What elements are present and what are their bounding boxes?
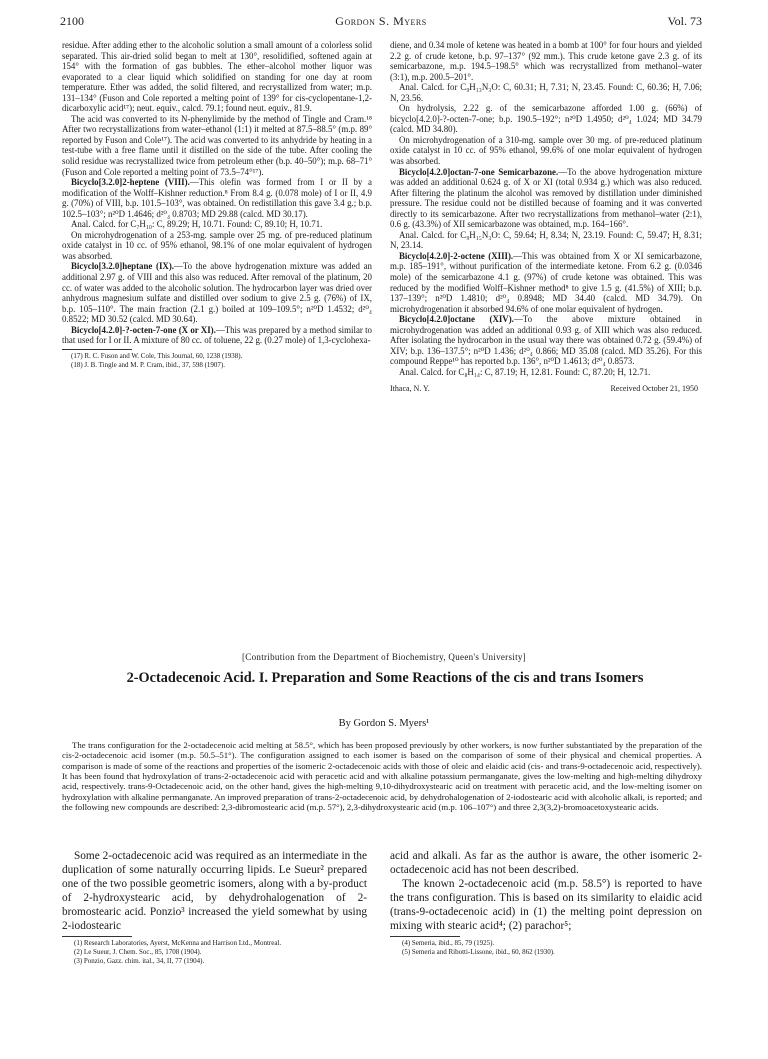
- paragraph-text: —To the above hydrogenation mixture was added an additional 2.97 g. of VIII and this also was reduced. After removal of the platinum, 20 cc. of water was added to the alcoholic solution. The hydrocarbon layer was dried over anhydrous magnesium sulfate and distilled over sodium to give 2.5 g. (76%) of IX, b.p. 105–110°. The main fraction (2.1 g.) boiled at 109–109.5°; n²⁰D 1.4532; d²⁰₄ 0.8522; MD 30.52 (calcd. MD 30.64).: [62, 261, 372, 325]
- running-header: [60, 14, 702, 30]
- analysis-line: Anal. Calcd. for C₉H₁₃N₃O: C, 60.31; H, 7.31; N, 23.45. Found: C, 60.36; H, 7.06; N, 23.56.: [390, 82, 702, 103]
- received-line: [390, 384, 702, 395]
- analysis-line: Anal. Calcd. for C₉H₁₅N₃O: C, 59.64; H, 8.34; N, 23.19. Found: C, 59.47; H, 8.31; N, 23.14.: [390, 229, 702, 251]
- paragraph: The known 2-octadecenoic acid (m.p. 58.5°) is reported to have the trans configuration. This is based on its similarity to elaidic acid (trans-9-octadecenoic acid) in (1) the melting point depression on mixing with stearic acid⁴; (2) parachor⁵;: [390, 877, 702, 932]
- paragraph-text: —This was prepared by a method similar to that used for I or II. A mixture of 80 cc. of toluene, 22 g. (0.27 mole) of 1,3-cyclohexa-: [62, 324, 372, 346]
- paragraph-text: —This olefin was formed from I or II by a modification of the Wolff–Kishner reduction.⁸ From 8.4 g. (0.078 mole) of I or II, 4.9 g. (70%) of VIII, b.p. 101.5–103°, was obtained. On redistillation this gave 3.4 g.; b.p. 102.5–103°; n²⁰D 1.4646; d²⁰₄ 0.8703; MD 29.88 (calcd. MD 30.17).: [62, 177, 372, 219]
- contribution-line: [Contribution from the Department of Biochemistry, Queen's University]: [242, 652, 526, 662]
- paragraph: Some 2-octadecenoic acid was required as an intermediate in the duplication of some naturally occurring lipids. Le Sueur² prepared one of the two possible geometric isomers, along with a by-product of 2-hydroxystearic acid, by dehydrohalogenation of 2-bromostearic acid. Ponzio³ increased the yield somewhat by using 2-iodostearic: [62, 850, 367, 932]
- paragraph: [62, 177, 372, 219]
- footnote: (1) Research Laboratories, Ayerst, McKenna and Harrison Ltd., Montreal.: [74, 939, 282, 948]
- paragraph: diene, and 0.34 mole of ketene was heated in a bomb at 100° for four hours and yielded 2.2 g. of crude ketone, b.p. 97–137° (92 mm.). This crude ketone gave 2.3 g. of its semicarbazone, m.p. 194.5–198.5° which was recrystallized from methanol–water (3:1), m.p. 200.5–201°.: [390, 40, 702, 82]
- paragraph: On microhydrogenation of a 253-mg. sample over 25 mg. of pre-reduced platinum oxide catalyst in 10 cc. of 95% ethanol, 98.1% of one molar equivalent of hydrogen was absorbed.: [62, 229, 372, 261]
- paragraph-text: —To the above mixture obtained in microhydrogenation was added an additional 0.93 g. of XIII which was also reduced. After isolating the hydrocarbon in the usual way there was obtained 0.72 g. (59.4%) of XIV; b.p. 136–137.5°; n²⁰D 1.436; d²⁰₄ 0.866; MD 35.08 (calcd. MD 35.26). For this compound Reppe¹⁰ has reported b.p. 136°, n²⁰D 1.4613; d²⁰₄ 0.8573.: [390, 314, 702, 367]
- footnote: (5) Semeria and Ribotti-Lissone, ibid., 60, 862 (1930).: [402, 948, 555, 957]
- footnote: (3) Ponzio, Gazz. chim. ital., 34, II, 77 (1904).: [74, 957, 205, 966]
- compound-heading: Bicyclo[3.2.0]2-heptene (VIII).: [71, 177, 190, 188]
- compound-heading: Bicyclo[4.2.0]octan-7-one Semicarbazone.: [399, 166, 559, 177]
- paragraph: On microhydrogenation of a 310-mg. sample over 30 mg. of pre-reduced platinum oxide catalyst in 10 cc. of 95% ethanol, 99.6% of one molar equivalent of hydrogen was absorbed.: [390, 134, 702, 167]
- paragraph: [390, 251, 702, 314]
- body-left-column: [62, 850, 367, 966]
- footnote-divider: [390, 936, 460, 937]
- paragraph: [390, 167, 702, 230]
- compound-heading: Bicyclo[4.2.0]-?-octen-7-one (X or XI).: [71, 324, 216, 335]
- running-author: Gordon S. Myers: [335, 14, 427, 28]
- footnote-divider: [62, 349, 132, 350]
- paragraph: [390, 314, 702, 367]
- compound-heading: Bicyclo[4.2.0]-2-octene (XIII).: [399, 250, 514, 261]
- article-title: 2-Octadecenoic Acid. I. Preparation and Some Reactions of the cis and trans Isomers: [126, 670, 644, 686]
- footnote-divider: [62, 936, 132, 937]
- paragraph-text: —To the above hydrogenation mixture was added an additional 0.624 g. of X or XI (total 0.934 g.) which was also reduced. After filtering the platinum the alcohol was removed by distillation under diminished pressure. The residue could not be distilled because of foaming and it was converted directly to its semicarbazone. After two recrystallizations from methanol–water (2:1), 0.6 g. (43.3%) of XII semicarbazone was obtained, m.p. 164–166°.: [390, 166, 702, 230]
- experimental-left-column: [62, 40, 372, 370]
- compound-heading: Bicyclo[3.2.0]heptane (IX).: [71, 261, 174, 272]
- abstract: The trans configuration for the 2-octadecenoic acid melting at 58.5°, which has been proposed previously by other workers, is now further substantiated by the preparation of the cis-2-octadecenoic acid isomer (m.p. 50.5–51°). The configuration assigned to each isomer is based on the comparison of some of their physical and chemical properties. A comparison is made of some of the reactions and properties of the isomeric 2-octadecenoic acids with those of oleic and elaidic acid (cis- and trans-9-octadecenoic acid, respectively). It has been found that hydroxylation of trans-2-octadecenoic acid with peracetic acid and with alkaline potassium permanganate, gives the low-melting and high-melting dihydroxy acid, respectively. trans-9-Octadecenoic acid, on the other hand, gives the high-melting 9,10-dihydroxystearic acid on treatment with peracetic acid, and the low-melting isomer on hydroxylation with alkaline permanganate. An improved preparation of trans-2-octadecenoic acid, by dehydrohalogenation of 2-iodostearic acid with alcoholic alkali, is reported; and the following new compounds are described: 2,3-dibromostearic acid (m.p. 57°), 2,3-dihydroxystearic acid (m.p. 106–107°) and three 2,3(3,2)-bromoacetoxystearic acids.: [62, 740, 702, 813]
- place: Ithaca, N. Y.: [390, 383, 430, 393]
- page-number: 2100: [60, 14, 84, 28]
- body-right-column: [390, 850, 702, 957]
- compound-heading: Bicyclo[4.2.0]octane (XIV).: [399, 314, 514, 325]
- byline: By Gordon S. Myers¹: [338, 718, 430, 729]
- analysis-line: Anal. Calcd. for C₈H₁₄: C, 87.19; H, 12.81. Found: C, 87.20; H, 12.71.: [399, 366, 651, 377]
- footnote: (18) J. B. Tingle and M. P. Cram, ibid., 37, 598 (1907).: [71, 360, 226, 369]
- paragraph: residue. After adding ether to the alcoholic solution a small amount of a colorless solid separated. This air-dried solid began to melt at 130°, resolidified, softened again at 154° with the formation of gas bubbles. The ether–alcohol mother liquor was evaporated to a clear liquid which solidified on standing for one day at room temperature. Ether was added, the solid filtered, and recrystallized from water; m.p. 131–134° (Fuson and Cole reported a melting point of 139° for cis-cyclopentane-1,2-dicarboxylic acid¹⁷); neut. equiv., calcd. 79.1; found neut. equiv., 81.9.: [62, 40, 372, 114]
- paragraph: [62, 261, 372, 324]
- footnote: (17) R. C. Fuson and W. Cole, This Journal, 60, 1238 (1938).: [71, 351, 243, 360]
- paragraph: [62, 325, 372, 346]
- paragraph-text: —This was obtained from X or XI semicarbazone, m.p. 185–191°, without purification of the intermediate ketone. From 6.2 g. (0.0346 mole) of the semicarbazone 4.1 g. (97%) of crude ketone was obtained. This was reduced by the modified Wolff–Kishner method⁸ to give 1.5 g. (41.5%) of XIII; b.p. 137–139°; n²⁰D 1.4810; d²⁰₄ 0.8948; MD 34.40 (calcd. MD 34.79). On microhydrogenation it absorbed 94.6% of one molar equivalent of hydrogen.: [390, 250, 702, 314]
- received-date: Received October 21, 1950: [610, 383, 698, 393]
- volume-number: Vol. 73: [667, 14, 702, 28]
- paragraph: acid and alkali. As far as the author is aware, the other isomeric 2-octadecenoic acid has not been described.: [390, 850, 702, 876]
- footnote: (2) Le Sueur, J. Chem. Soc., 85, 1708 (1904).: [74, 948, 202, 957]
- experimental-right-column: [390, 40, 702, 394]
- paragraph: The acid was converted to its N-phenylimide by the method of Tingle and Cram.¹⁸ After two recrystallizations from water–ethanol (1:1) it melted at 87.5–88.5° (m.p. 89° reported by Fuson and Cole¹⁷). The acid was converted to its anhydride by heating in a test-tube with a free flame until it distilled on the side of the tube. After cooling the solid residue was recrystallized twice from petroleum ether (b.p. 40–50°); m.p. 68–71° (Fuson and Cole reported a melting point of 73.5–74°¹⁷).: [62, 113, 372, 177]
- footnote: (4) Semeria, ibid., 85, 79 (1925).: [402, 939, 495, 948]
- paragraph: On hydrolysis, 2.22 g. of the semicarbazone afforded 1.00 g. (66%) of bicyclo[4.2.0]-?-octen-7-one; b.p. 190.5–192°; n²⁰D 1.4950; d²⁰₄ 1.024; MD 34.79 (calcd. MD 34.80).: [390, 103, 702, 135]
- analysis-line: Anal. Calcd. for C₇H₁₀: C, 89.29; H, 10.71. Found: C, 89.10; H, 10.71.: [71, 219, 323, 230]
